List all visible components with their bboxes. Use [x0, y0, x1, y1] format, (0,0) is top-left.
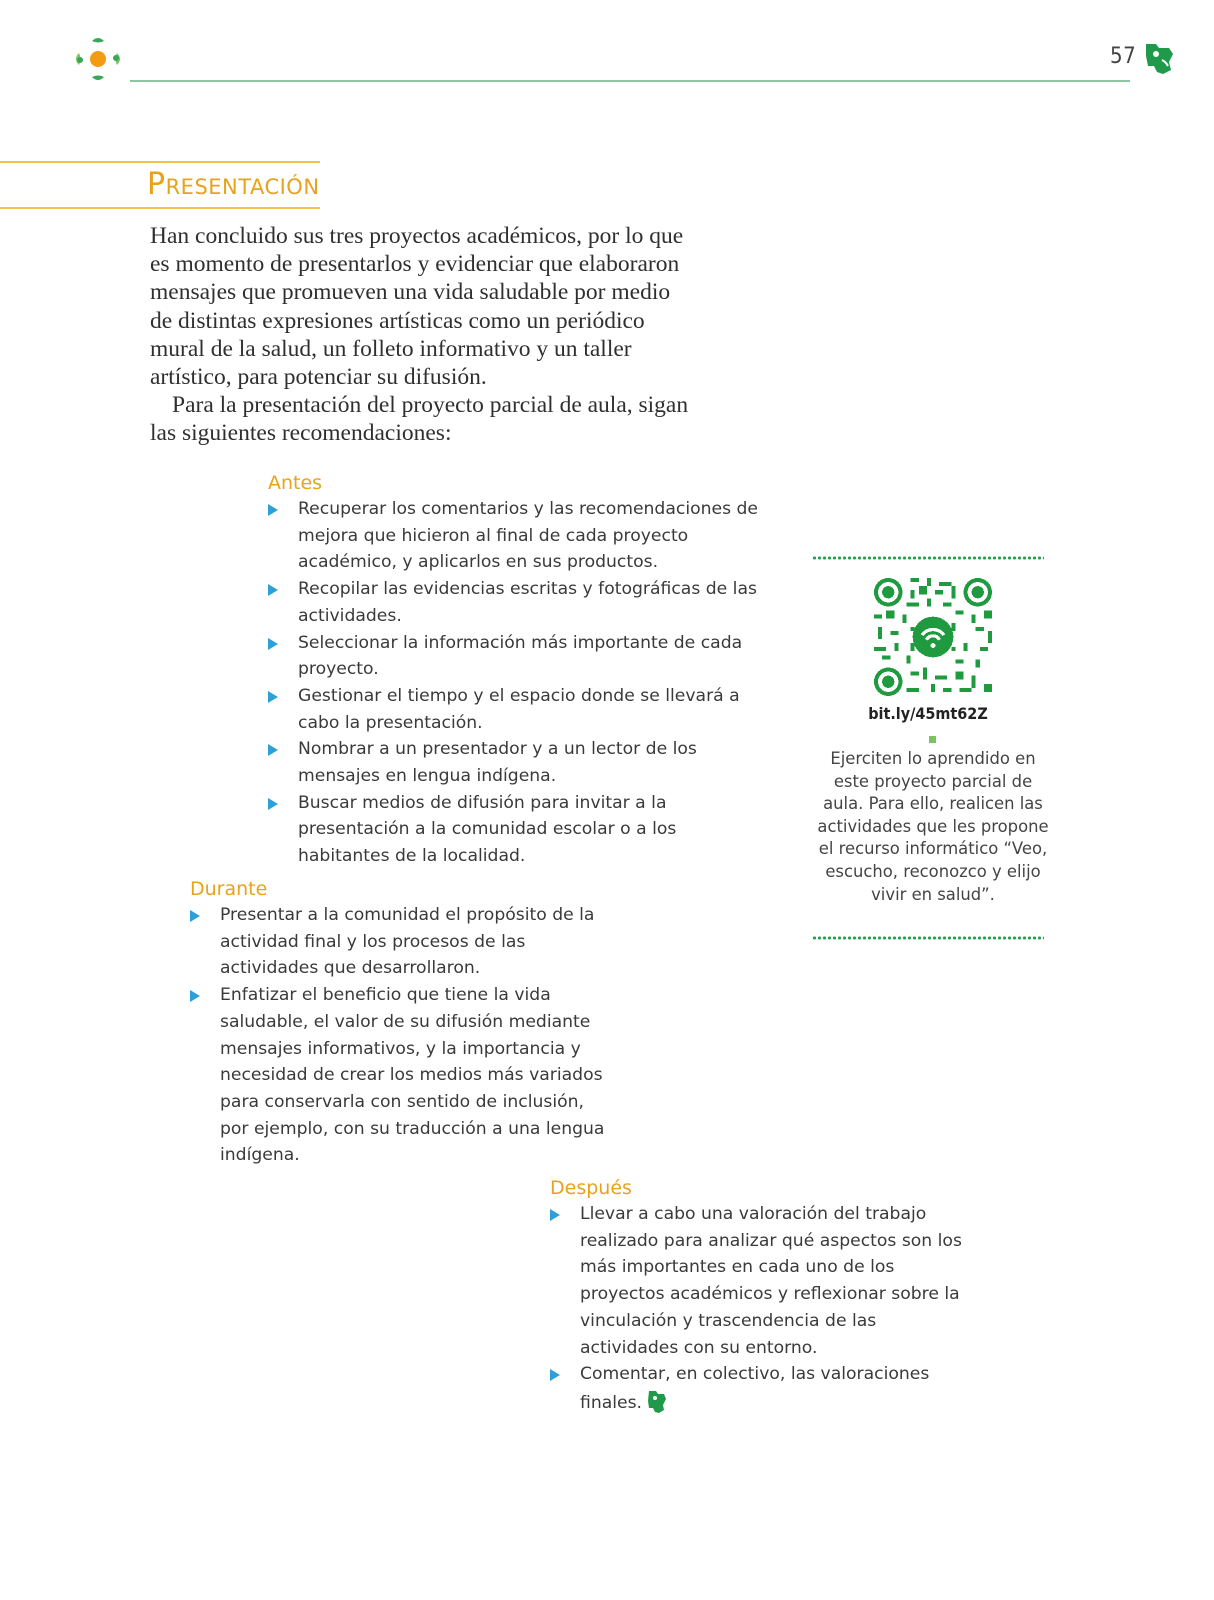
durante-section: [190, 876, 610, 1169]
list-item-text: Enfatizar el beneficio que tiene la vida saludable, el valor de su difusión mediante mensajes informativos, y la importancia y necesidad de crear los medios más variados para conservarla con sentido de inclusión, por ejemplo, con su traducción a una lengua indígena.: [220, 985, 605, 1166]
bullet-arrow-icon: [550, 1369, 560, 1381]
list-item-text: Llevar a cabo una valoración del trabajo realizado para analizar qué aspectos son los más importantes en cada uno de los proyectos académicos y reflexionar sobre la vinculación y trascendencia de las actividades con su entorno.: [580, 1204, 962, 1358]
bullet-arrow-icon: [190, 990, 200, 1002]
dotted-divider: [812, 936, 1044, 940]
intro-paragraph: Para la presentación del proyecto parcial de aula, sigan las siguientes recomendaciones:: [150, 392, 689, 447]
list-item-text: Seleccionar la información más importante de cada proyecto.: [298, 632, 743, 680]
list-item-text: Nombrar a un presentador y a un lector de los mensajes en lengua indígena.: [298, 739, 697, 787]
antes-list: [268, 496, 758, 870]
dotted-divider: [812, 556, 1044, 560]
section-rule-top: [0, 161, 320, 163]
qr-code-icon[interactable]: [874, 578, 992, 696]
section-rule-bottom: [0, 207, 320, 209]
list-item: [268, 630, 758, 683]
flower-logo-icon: [72, 33, 124, 85]
bullet-arrow-icon: [550, 1209, 560, 1221]
antes-section: [268, 470, 758, 870]
list-item-text: Recopilar las evidencias escritas y fotográficas de las actividades.: [298, 579, 757, 626]
green-glyph-icon: [1142, 40, 1176, 76]
intro-paragraph: Han concluido sus tres proyectos académicos, por lo que es momento de presentarlos y evidenciar que elaboraron mensajes que promueven una vida saludable por medio de distintas expresiones artísticas como un periódico mural de la salud, un folleto informativo y un taller artístico, para potenciar su difusión.: [150, 223, 684, 391]
page-number: 57: [1110, 44, 1137, 69]
list-item-text: Comentar, en colectivo, las valoraciones finales.: [580, 1364, 930, 1413]
despues-section: [550, 1175, 970, 1417]
list-item-text: Recuperar los comentarios y las recomendaciones de mejora que hicieron al final de cada proyecto académico, y aplicarlos en sus productos.: [298, 499, 758, 573]
list-item: [268, 496, 758, 576]
bullet-arrow-icon: [268, 504, 278, 516]
list-item: [190, 982, 610, 1169]
resource-link[interactable]: bit.ly/45mt62Z: [868, 704, 988, 723]
list-item: [268, 683, 758, 736]
square-marker: [929, 736, 936, 743]
list-item-text: Presentar a la comunidad el propósito de la actividad final y los procesos de las actividades que desarrollaron.: [220, 905, 595, 979]
section-title: Presentación: [147, 167, 320, 202]
antes-heading: Antes: [268, 472, 323, 494]
list-item: [190, 902, 610, 982]
list-item: [268, 576, 758, 629]
header-rule: [130, 80, 1130, 82]
list-item-text: Gestionar el tiempo y el espacio donde se llevará a cabo la presentación.: [298, 685, 740, 733]
intro-text: [150, 222, 690, 448]
green-glyph-icon: [646, 1388, 668, 1414]
bullet-arrow-icon: [268, 638, 278, 650]
list-item: [550, 1201, 970, 1361]
list-item-text: Buscar medios de difusión para invitar a la presentación a la comunidad escolar o a los habitantes de la localidad.: [298, 792, 677, 867]
bullet-arrow-icon: [268, 584, 278, 596]
list-item: [268, 790, 758, 870]
durante-heading: Durante: [190, 878, 268, 900]
bullet-arrow-icon: [190, 910, 200, 922]
durante-list: [190, 902, 610, 1169]
list-item: [550, 1361, 970, 1416]
resource-sidebar: [812, 556, 1049, 940]
despues-heading: Después: [550, 1177, 632, 1199]
bullet-arrow-icon: [268, 744, 278, 756]
list-item: [268, 736, 758, 789]
resource-description: Ejerciten lo aprendido en este proyecto parcial de aula. Para ello, realicen las actividades que les propone el recurso informático “Veo, escucho, reconozco y elijo vivir en salud”.: [817, 749, 1049, 904]
bullet-arrow-icon: [268, 691, 278, 703]
bullet-arrow-icon: [268, 798, 278, 810]
despues-list: [550, 1201, 970, 1417]
